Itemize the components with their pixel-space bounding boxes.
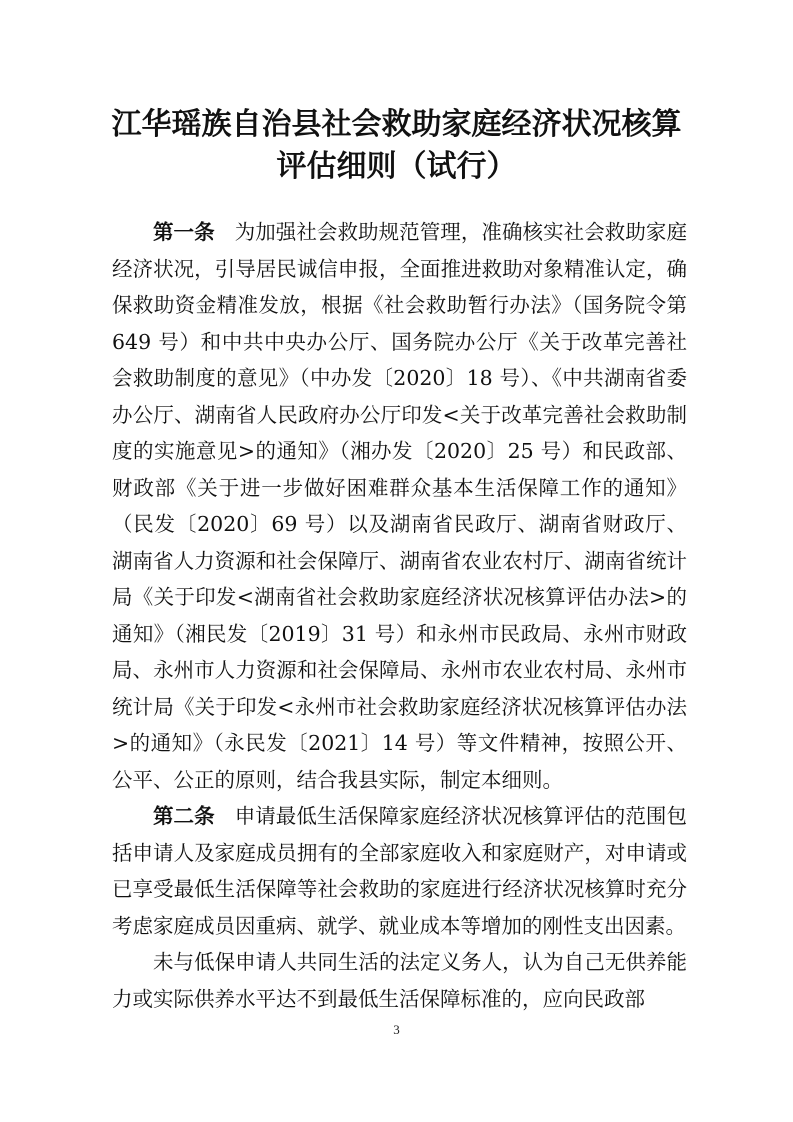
article-1 (112, 214, 687, 798)
document-body (112, 214, 687, 1017)
article-2-text: 申请最低生活保障家庭经济状况核算评估的范围包括申请人及家庭成员拥有的全部家庭收入和家庭财产，对申请或已享受最低生活保障等社会救助的家庭进行经济状况核算时充分考虑家庭成员因重病、就学、就业成本等增加的刚性支出因素。 (112, 804, 687, 938)
article-2-continuation-text: 未与低保申请人共同生活的法定义务人，认为自己无供养能力或实际供养水平达不到最低生活保障标准的，应向民政部 (112, 950, 687, 1011)
article-2-label: 第二条 (153, 804, 215, 828)
article-1-label: 第一条 (153, 220, 215, 244)
document-title (100, 104, 693, 188)
title-line-1: 江华瑶族自治县社会救助家庭经济状况核算 (111, 107, 682, 142)
article-2-continuation (112, 944, 687, 1017)
article-2 (112, 798, 687, 944)
page-number: 3 (393, 1022, 400, 1037)
article-1-text: 为加强社会救助规范管理，准确核实社会救助家庭经济状况，引导居民诚信申报，全面推进救助对象精准认定，确保救助资金精准发放，根据《社会救助暂行办法》（国务院令第 649 号）和中共中央办公厅、国务院办公厅《关于改革完善社会救助制度的意见》（中办发〔2020〕18 号）、《中共湖南省委办公厅、湖南省人民政府办公厅印发<关于改革完善社会救助制度的实施意见>的通知》（湘办发〔2020〕25 号）和民政部、财政部《关于进一步做好困难群众基本生活保障工作的通知》（民发〔2020〕69 号）以及湖南省民政厅、湖南省财政厅、湖南省人力资源和社会保障厅、湖南省农业农村厅、湖南省统计局《关于印发<湖南省社会救助家庭经济状况核算评估办法>的通知》（湘民发〔2019〕31 号）和永州市民政局、永州市财政局、永州市人力资源和社会保障局、永州市农业农村局、永州市统计局《关于印发<永州市社会救助家庭经济状况核算评估办法>的通知》（永民发〔2021〕14 号）等文件精神，按照公开、公平、公正的原则，结合我县实际，制定本细则。 (112, 220, 687, 792)
title-line-2: 评估细则（试行） (276, 149, 517, 184)
